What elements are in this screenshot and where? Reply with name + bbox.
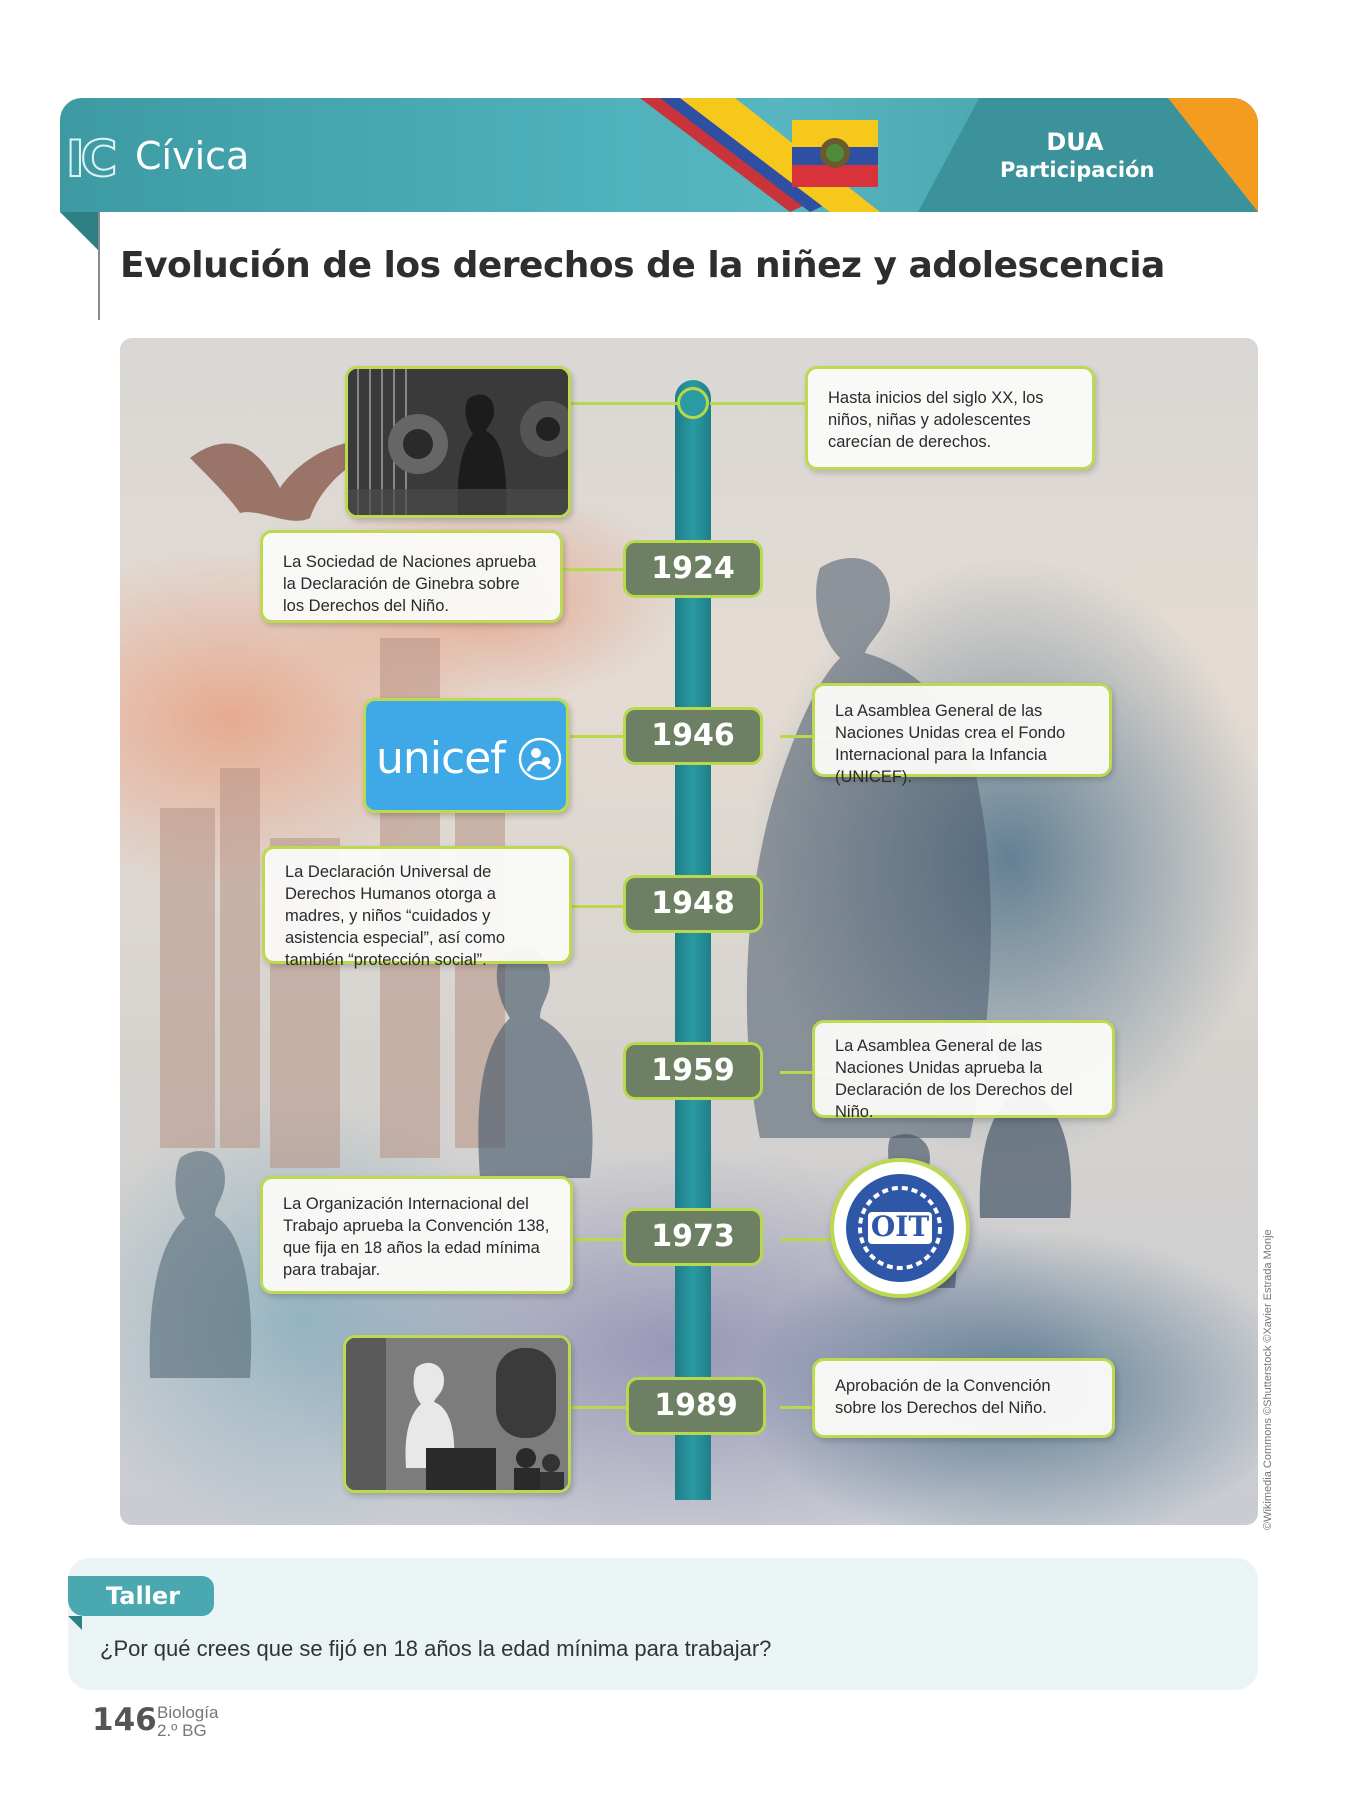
oit-logo: [830, 1158, 970, 1298]
timeline-intro-card: [805, 366, 1095, 470]
unicef-emblem-icon: [516, 735, 564, 783]
section-subject: Cívica: [135, 134, 250, 178]
civica-logo-icon: IC: [66, 130, 114, 188]
timeline-infographic: [120, 338, 1258, 1525]
year-badge-1948: 1948: [623, 875, 763, 933]
connector: [710, 402, 805, 405]
page-number: 146: [92, 1702, 157, 1738]
taller-box: [68, 1558, 1258, 1690]
child-labor-photo: [345, 366, 571, 518]
ecuador-flag-ribbon: [640, 98, 980, 212]
event-text: La Organización Internacional del Trabajo aprueba la Convención 138, que fija en 18 años la edad mínima para trabajar.: [283, 1195, 550, 1279]
event-card-1989: [812, 1358, 1115, 1438]
event-card-1946: [812, 683, 1112, 786]
timeline-intro-text: Hasta inicios del siglo XX, los niños, niñas y adolescentes carecían de derechos.: [828, 389, 1044, 451]
image-credits-text: ©Wikimedia Commons ©Shutterstock ©Xavier Estrada Monje: [1262, 1229, 1274, 1530]
convention-signing-photo: [343, 1335, 571, 1493]
taller-question: ¿Por qué crees que se fijó en 18 años la edad mínima para trabajar?: [100, 1636, 772, 1661]
event-card-1959: [812, 1020, 1115, 1121]
event-card-1973: [260, 1176, 573, 1294]
event-card-1948: [262, 846, 572, 969]
page-title: Evolución de los derechos de la niñez y adolescencia: [120, 245, 1165, 286]
dua-badge-title: DUA: [1046, 128, 1104, 156]
header-fold: [60, 212, 98, 250]
oit-logo-text: OIT: [870, 1210, 930, 1243]
year-badge-1946: 1946: [623, 707, 763, 765]
unicef-logo-text: unicef: [376, 733, 505, 784]
event-text: Aprobación de la Convención sobre los Derechos del Niño.: [835, 1377, 1051, 1417]
footer-grade: 2.º BG: [157, 1721, 207, 1740]
year-badge-1959: 1959: [623, 1042, 763, 1100]
unicef-logo: [363, 698, 569, 813]
event-text: La Sociedad de Naciones aprueba la Declaración de Ginebra sobre los Derechos del Niño.: [283, 553, 537, 615]
footer-subject: Biología: [157, 1703, 219, 1722]
event-card-1924: [260, 530, 563, 623]
event-text: La Asamblea General de las Naciones Unidas aprueba la Declaración de los Derechos del Niño.: [835, 1037, 1073, 1121]
footer-book-info: [157, 1704, 218, 1740]
timeline-start-dot: [677, 387, 709, 419]
event-text: La Declaración Universal de Derechos Humanos otorga a madres, y niños “cuidados y asistencia especial”, así como también “protección social”.: [285, 863, 506, 969]
header-vertical-rule: [98, 212, 100, 320]
dua-badge: [1000, 128, 1155, 182]
dua-badge-subtitle: Participación: [1000, 158, 1155, 182]
ecuador-flag-icon: [792, 120, 878, 187]
event-text: La Asamblea General de las Naciones Unidas crea el Fondo Internacional para la Infancia (UNICEF).: [835, 702, 1066, 786]
taller-tab-fold: [68, 1616, 82, 1630]
year-badge-1924: 1924: [623, 540, 763, 598]
year-badge-1989: 1989: [626, 1377, 766, 1435]
year-badge-1973: 1973: [623, 1208, 763, 1266]
taller-label: Taller: [68, 1576, 214, 1616]
